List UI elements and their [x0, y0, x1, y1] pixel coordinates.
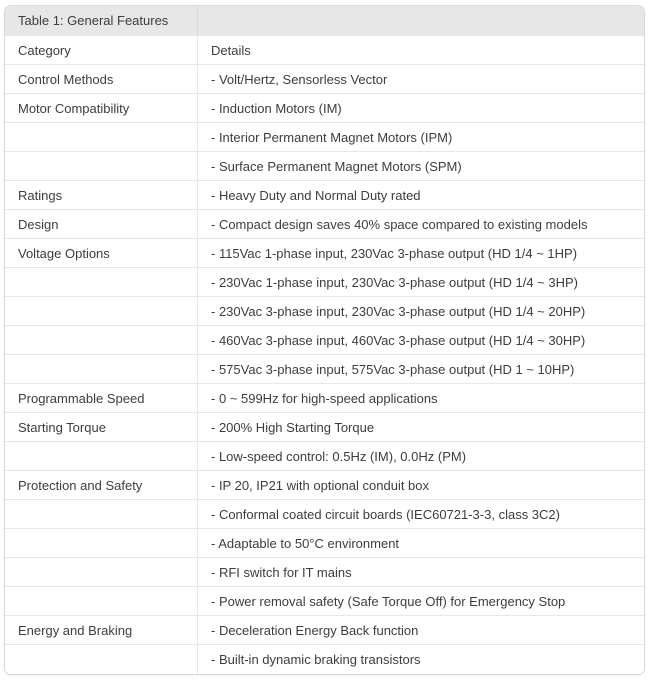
- table-row: [5, 500, 644, 529]
- detail-cell: - 230Vac 1-phase input, 230Vac 3-phase output (HD 1/4 ~ 3HP): [197, 268, 644, 296]
- detail-cell: - 575Vac 3-phase input, 575Vac 3-phase output (HD 1 ~ 10HP): [197, 355, 644, 383]
- category-cell: Design: [18, 216, 59, 232]
- column-header-category: Category: [18, 42, 71, 58]
- detail-cell: - Interior Permanent Magnet Motors (IPM): [197, 123, 644, 151]
- table-row: [5, 616, 644, 645]
- table-row: [5, 558, 644, 587]
- category-cell: [5, 587, 197, 615]
- table-body: [5, 65, 644, 674]
- category-cell: Control Methods: [18, 71, 114, 87]
- table-row: [5, 65, 644, 94]
- table-row: [5, 123, 644, 152]
- category-cell: Protection and Safety: [18, 477, 143, 493]
- detail-cell: - IP 20, IP21 with optional conduit box: [197, 471, 644, 499]
- category-cell: [5, 268, 197, 296]
- table-row: [5, 471, 644, 500]
- detail-cell: - RFI switch for IT mains: [197, 558, 644, 586]
- category-cell: Programmable Speed: [18, 390, 145, 406]
- detail-cell: - 230Vac 3-phase input, 230Vac 3-phase output (HD 1/4 ~ 20HP): [197, 297, 644, 325]
- table-row: [5, 268, 644, 297]
- category-cell: Starting Torque: [18, 419, 106, 435]
- column-header-details: Details: [197, 36, 644, 64]
- table-row: [5, 442, 644, 471]
- category-cell: [5, 645, 197, 674]
- table-row: [5, 326, 644, 355]
- category-cell: [5, 500, 197, 528]
- category-cell: [5, 326, 197, 354]
- category-cell: [5, 355, 197, 383]
- detail-cell: - Compact design saves 40% space compared to existing models: [197, 210, 644, 238]
- table-row: [5, 645, 644, 674]
- detail-cell: - Conformal coated circuit boards (IEC60721-3-3, class 3C2): [197, 500, 644, 528]
- detail-cell: - Induction Motors (IM): [197, 94, 644, 122]
- column-header-row: [5, 36, 644, 65]
- detail-cell: - 460Vac 3-phase input, 460Vac 3-phase output (HD 1/4 ~ 30HP): [197, 326, 644, 354]
- table-row: [5, 413, 644, 442]
- table-title-row: [5, 6, 644, 36]
- detail-cell: - 0 ~ 599Hz for high-speed applications: [197, 384, 644, 412]
- detail-cell: - Deceleration Energy Back function: [197, 616, 644, 644]
- category-cell: [5, 442, 197, 470]
- general-features-table: [4, 5, 645, 675]
- category-cell: [5, 152, 197, 180]
- category-cell: [5, 558, 197, 586]
- table-row: [5, 152, 644, 181]
- detail-cell: - Heavy Duty and Normal Duty rated: [197, 181, 644, 209]
- category-cell: [5, 529, 197, 557]
- table-row: [5, 210, 644, 239]
- category-cell: Motor Compatibility: [18, 100, 130, 116]
- table-row: [5, 587, 644, 616]
- detail-cell: - 115Vac 1-phase input, 230Vac 3-phase output (HD 1/4 ~ 1HP): [197, 239, 644, 267]
- category-cell: [5, 297, 197, 325]
- category-cell: [5, 123, 197, 151]
- table-row: [5, 181, 644, 210]
- table-row: [5, 297, 644, 326]
- category-cell: Ratings: [18, 187, 63, 203]
- detail-cell: - Built-in dynamic braking transistors: [197, 645, 644, 674]
- table-row: [5, 94, 644, 123]
- detail-cell: - Volt/Hertz, Sensorless Vector: [197, 65, 644, 93]
- detail-cell: - Low-speed control: 0.5Hz (IM), 0.0Hz (PM): [197, 442, 644, 470]
- detail-cell: - Surface Permanent Magnet Motors (SPM): [197, 152, 644, 180]
- table-row: [5, 529, 644, 558]
- category-cell: Voltage Options: [18, 245, 110, 261]
- detail-cell: - 200% High Starting Torque: [197, 413, 644, 441]
- table-row: [5, 384, 644, 413]
- table-title-spacer: [197, 6, 644, 35]
- table-row: [5, 355, 644, 384]
- table-row: [5, 239, 644, 268]
- category-cell: Energy and Braking: [18, 622, 133, 638]
- detail-cell: - Power removal safety (Safe Torque Off) for Emergency Stop: [197, 587, 644, 615]
- table-title: Table 1: General Features: [18, 13, 169, 28]
- detail-cell: - Adaptable to 50°C environment: [197, 529, 644, 557]
